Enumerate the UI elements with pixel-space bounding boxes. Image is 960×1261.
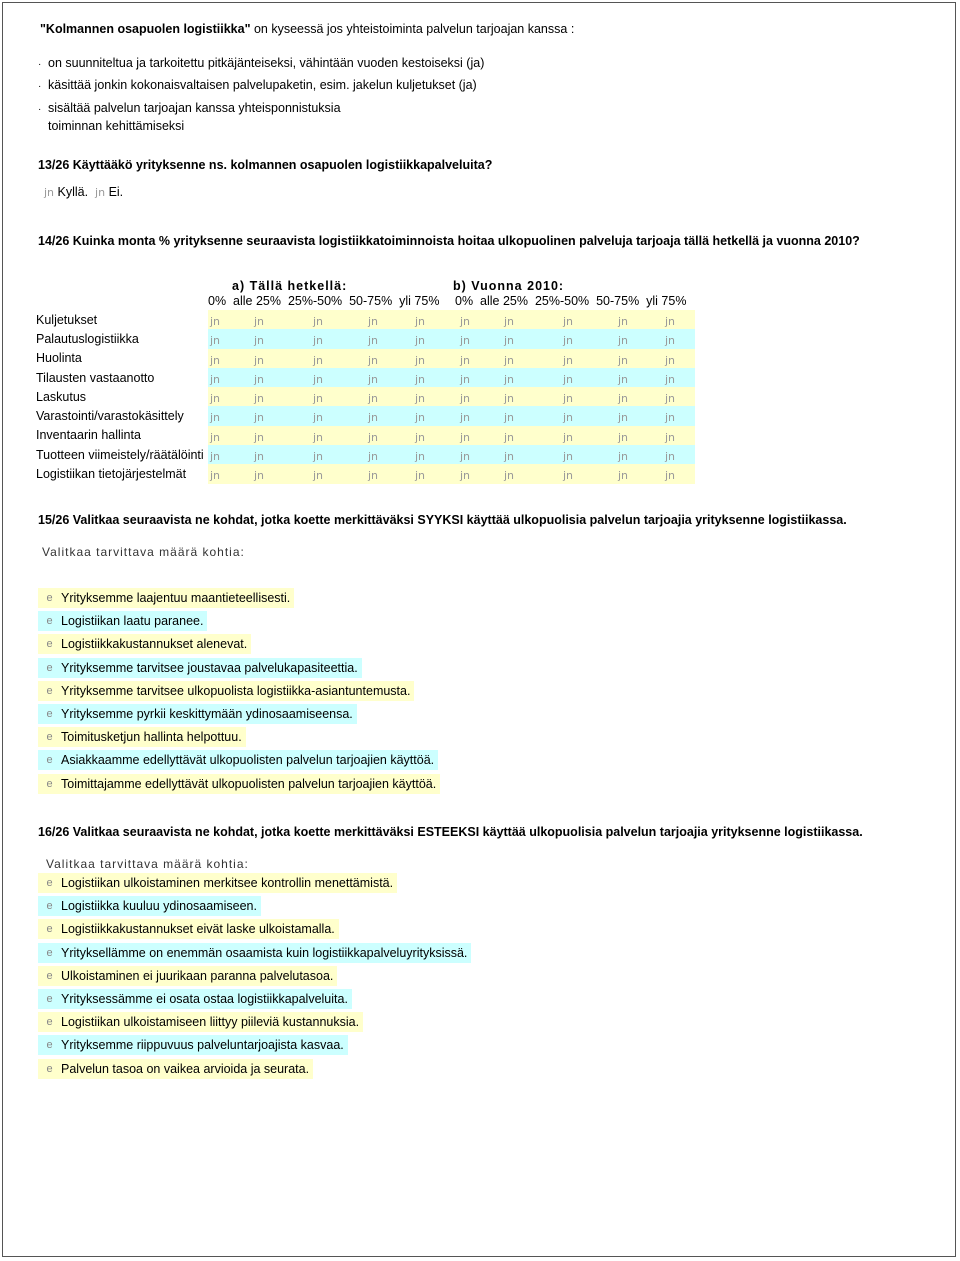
radio-icon[interactable]: jn — [504, 334, 515, 348]
checkbox-icon[interactable]: e — [46, 946, 53, 959]
column-header: 0% — [455, 294, 474, 308]
checklist-item[interactable] — [38, 634, 251, 654]
radio-icon[interactable]: jn — [313, 469, 324, 483]
radio-icon[interactable]: jn — [415, 450, 426, 464]
radio-icon[interactable]: jn — [665, 315, 676, 328]
radio-icon[interactable]: jn — [368, 315, 379, 328]
intro-rest: on kyseessä jos yhteistoiminta palvelun tarjoajan kanssa : — [250, 22, 575, 36]
q16-checklist — [38, 873, 471, 1082]
checkbox-icon[interactable]: e — [46, 615, 53, 628]
checkbox-icon[interactable]: e — [46, 877, 53, 889]
q13-title: 13/26 Käyttääkö yrityksenne ns. kolmannen osapuolen logistiikkapalveluita? — [38, 158, 493, 172]
radio-icon[interactable]: jn — [665, 353, 676, 367]
radio-icon[interactable]: jn — [504, 469, 515, 483]
checklist-item[interactable] — [38, 774, 440, 794]
option-no-label: Ei. — [108, 185, 124, 199]
row-label: Huolinta — [36, 349, 208, 368]
bullet-text: käsittää jonkin kokonaisvaltaisen palvelupaketin, esim. jakelun kuljetukset (ja) — [48, 78, 477, 92]
radio-icon[interactable]: jn — [563, 469, 574, 483]
radio-group — [208, 349, 695, 368]
checkbox-icon[interactable]: e — [46, 1016, 53, 1029]
radio-icon[interactable]: jn — [210, 372, 221, 386]
radio-icon[interactable]: jn — [460, 372, 471, 386]
radio-group — [208, 329, 695, 348]
radio-group — [208, 368, 695, 387]
radio-icon[interactable]: jn — [415, 372, 426, 386]
row-label: Tilausten vastaanotto — [36, 368, 208, 387]
radio-icon[interactable]: jn — [460, 315, 471, 328]
radio-icon[interactable]: jn — [368, 450, 379, 464]
radio-icon[interactable]: jn — [563, 353, 574, 367]
radio-group — [208, 426, 695, 445]
bullet-marker: · — [38, 104, 42, 115]
table-row — [36, 387, 695, 406]
checklist-item-label: Ulkoistaminen ei juurikaan paranna palvelutasoa. — [61, 966, 337, 986]
column-header: alle 25% — [233, 294, 281, 308]
radio-icon[interactable]: jn — [368, 372, 379, 386]
checklist-item[interactable] — [38, 611, 207, 631]
radio-icon[interactable]: jn — [210, 315, 221, 328]
column-header: 25%-50% — [287, 294, 343, 308]
radio-group — [208, 406, 695, 425]
table-row — [36, 426, 695, 445]
checkbox-icon[interactable]: e — [46, 731, 53, 744]
option-yes-label: Kyllä. — [57, 185, 89, 199]
q14-group-b-heading: b) Vuonna 2010: — [453, 279, 565, 293]
radio-icon[interactable]: jn — [665, 334, 676, 348]
radio-icon[interactable]: jn — [563, 411, 574, 425]
radio-icon[interactable]: jn — [95, 186, 106, 199]
checklist-item-label: Yrityksemme pyrkii keskittymään ydinosaamiseensa. — [61, 704, 357, 724]
checklist-item[interactable] — [38, 966, 337, 986]
radio-icon[interactable]: jn — [563, 372, 574, 386]
checklist-item-label: Logistiikan ulkoistaminen merkitsee kontrollin menettämistä. — [61, 873, 397, 893]
table-row — [36, 329, 695, 348]
bullet-item — [38, 101, 341, 115]
radio-icon[interactable]: jn — [665, 430, 676, 444]
checklist-item-label: Toimitusketjun hallinta helpottuu. — [61, 727, 246, 747]
radio-icon[interactable]: jn — [210, 353, 221, 367]
bullet-item — [38, 78, 477, 92]
radio-icon[interactable]: jn — [460, 392, 471, 406]
checkbox-icon[interactable]: e — [46, 900, 53, 913]
radio-icon[interactable]: jn — [313, 334, 324, 348]
radio-icon[interactable]: jn — [460, 430, 471, 444]
q16-title: 16/26 Valitkaa seuraavista ne kohdat, jotka koette merkittäväksi ESTEEKSI käyttää ulkopuolisia palvelun tarjoajia yrityksenne logistiikassa. — [38, 825, 863, 839]
column-header: yli 75% — [399, 294, 440, 308]
checklist-item-label: Logistiikan laatu paranee. — [61, 611, 207, 631]
radio-icon[interactable]: jn — [254, 469, 265, 483]
table-row — [36, 406, 695, 425]
column-header: 0% — [208, 294, 227, 308]
column-header: alle 25% — [480, 294, 528, 308]
radio-icon[interactable]: jn — [415, 430, 426, 444]
intro-text — [40, 22, 574, 36]
checkbox-icon[interactable]: e — [46, 684, 53, 697]
checkbox-icon[interactable]: e — [46, 638, 53, 651]
radio-icon[interactable]: jn — [313, 315, 324, 328]
radio-icon[interactable]: jn — [618, 353, 629, 367]
checklist-item[interactable] — [38, 943, 471, 963]
radio-icon[interactable]: jn — [368, 411, 379, 425]
checklist-item[interactable] — [38, 873, 397, 893]
bullet-text: sisältää palvelun tarjoajan kanssa yhteisponnistuksia — [48, 101, 341, 115]
checklist-item[interactable] — [38, 1035, 348, 1055]
radio-icon[interactable]: jn — [665, 469, 676, 483]
radio-icon[interactable]: jn — [415, 353, 426, 367]
q13-options — [44, 185, 123, 199]
row-label: Kuljetukset — [36, 310, 208, 329]
radio-icon[interactable]: jn — [665, 411, 676, 425]
radio-icon[interactable]: jn — [254, 411, 265, 425]
checklist-item-label: Palvelun tasoa on vaikea arvioida ja seurata. — [61, 1059, 313, 1079]
radio-icon[interactable]: jn — [504, 411, 515, 425]
checklist-item-label: Toimittajamme edellyttävät ulkopuolisten palvelun tarjoajien käyttöä. — [61, 774, 440, 794]
radio-icon[interactable]: jn — [460, 450, 471, 464]
intro-term: "Kolmannen osapuolen logistiikka" — [40, 22, 251, 36]
radio-icon[interactable]: jn — [44, 186, 55, 199]
checklist-item[interactable] — [38, 1012, 363, 1032]
checklist-item-label: Asiakkaamme edellyttävät ulkopuolisten palvelun tarjoajien käyttöä. — [61, 750, 438, 770]
checklist-item[interactable] — [38, 658, 362, 678]
row-label: Inventaarin hallinta — [36, 426, 208, 445]
checklist-item[interactable] — [38, 750, 438, 770]
radio-icon[interactable]: jn — [618, 430, 629, 444]
bullet-item — [38, 119, 184, 133]
radio-icon[interactable]: jn — [415, 411, 426, 425]
radio-icon[interactable]: jn — [254, 450, 265, 464]
checkbox-icon[interactable]: e — [46, 661, 53, 674]
radio-icon[interactable]: jn — [368, 469, 379, 483]
checkbox-icon[interactable]: e — [46, 969, 53, 982]
q14-rating-table — [36, 310, 695, 484]
radio-group — [208, 387, 695, 406]
radio-icon[interactable]: jn — [415, 334, 426, 348]
radio-icon[interactable]: jn — [460, 334, 471, 348]
checklist-item[interactable] — [38, 896, 261, 916]
table-row — [36, 349, 695, 368]
radio-icon[interactable]: jn — [618, 469, 629, 483]
checklist-item[interactable] — [38, 989, 352, 1009]
radio-icon[interactable]: jn — [618, 392, 629, 406]
radio-icon[interactable]: jn — [368, 392, 379, 406]
radio-group — [208, 464, 695, 483]
checklist-item-label: Yrityksemme tarvitsee joustavaa palvelukapasiteettia. — [61, 658, 362, 678]
radio-icon[interactable]: jn — [210, 411, 221, 425]
radio-icon[interactable]: jn — [563, 450, 574, 464]
table-row — [36, 445, 695, 464]
radio-icon[interactable]: jn — [563, 315, 574, 328]
q15-title: 15/26 Valitkaa seuraavista ne kohdat, jotka koette merkittäväksi SYYKSI käyttää ulkopuolisia palvelun tarjoajia yrityksenne logistiikassa. — [38, 513, 847, 527]
radio-icon[interactable]: jn — [254, 315, 265, 328]
radio-icon[interactable]: jn — [618, 334, 629, 348]
radio-icon[interactable]: jn — [504, 430, 515, 444]
radio-group — [208, 310, 695, 329]
row-label: Tuotteen viimeistely/räätälöinti — [36, 445, 208, 464]
checklist-item-label: Yrityksemme tarvitsee ulkopuolista logistiikka-asiantuntemusta. — [61, 681, 414, 701]
radio-icon[interactable]: jn — [504, 450, 515, 464]
bullet-text: toiminnan kehittämiseksi — [48, 119, 185, 133]
checklist-item[interactable] — [38, 588, 294, 608]
table-row — [36, 310, 695, 329]
radio-icon[interactable]: jn — [313, 392, 324, 406]
checkbox-icon[interactable]: e — [46, 1039, 53, 1052]
checkbox-icon[interactable]: e — [46, 1062, 53, 1075]
row-label: Laskutus — [36, 387, 208, 406]
table-row — [36, 368, 695, 387]
checklist-item-label: Yrityksessämme ei osata ostaa logistiikkapalveluita. — [61, 989, 352, 1009]
radio-group — [208, 445, 695, 464]
bullet-marker: · — [38, 59, 42, 70]
checkbox-icon[interactable]: e — [46, 592, 53, 604]
radio-icon[interactable]: jn — [504, 315, 515, 328]
radio-icon[interactable]: jn — [618, 411, 629, 425]
radio-icon[interactable]: jn — [460, 469, 471, 483]
radio-icon[interactable]: jn — [665, 450, 676, 464]
checklist-item-label: Yrityksellämme on enemmän osaamista kuin logistiikkapalveluyrityksissä. — [61, 943, 471, 963]
bullet-text: on suunniteltua ja tarkoitettu pitkäjänteiseksi, vähintään vuoden kestoiseksi (ja) — [48, 56, 485, 70]
radio-icon[interactable]: jn — [618, 315, 629, 328]
radio-icon[interactable]: jn — [618, 372, 629, 386]
column-header: yli 75% — [646, 294, 687, 308]
column-header: 50-75% — [596, 294, 640, 308]
radio-icon[interactable]: jn — [563, 392, 574, 406]
column-header: 25%-50% — [534, 294, 590, 308]
radio-icon[interactable]: jn — [415, 315, 426, 328]
radio-icon[interactable]: jn — [313, 411, 324, 425]
radio-icon[interactable]: jn — [210, 450, 221, 464]
radio-icon[interactable]: jn — [504, 372, 515, 386]
checkbox-icon[interactable]: e — [46, 754, 53, 767]
radio-icon[interactable]: jn — [313, 430, 324, 444]
q14-group-a-heading: a) Tällä hetkellä: — [232, 279, 348, 293]
checklist-item[interactable] — [38, 681, 414, 701]
checklist-item[interactable] — [38, 727, 246, 747]
q15-checklist — [38, 588, 440, 797]
q15-guide: Valitkaa tarvittava määrä kohtia: — [42, 545, 245, 559]
radio-icon[interactable]: jn — [368, 430, 379, 444]
checkbox-icon[interactable]: e — [46, 707, 53, 720]
radio-icon[interactable]: jn — [563, 430, 574, 444]
bullet-marker: · — [38, 81, 42, 92]
checklist-item-label: Yrityksemme laajentuu maantieteellisesti. — [61, 588, 294, 608]
checklist-item[interactable] — [38, 919, 339, 939]
radio-icon[interactable]: jn — [665, 372, 676, 386]
q14-title: 14/26 Kuinka monta % yrityksenne seuraavista logistiikkatoiminnoista hoitaa ulkopuolinen palveluja tarjoaja tällä hetkellä ja vuonna 2010? — [38, 234, 860, 248]
radio-icon[interactable]: jn — [368, 353, 379, 367]
row-label: Varastointi/varastokäsittely — [36, 406, 208, 425]
radio-icon[interactable]: jn — [210, 430, 221, 444]
checklist-item[interactable] — [38, 704, 357, 724]
radio-icon[interactable]: jn — [254, 334, 265, 348]
radio-icon[interactable]: jn — [563, 334, 574, 348]
radio-icon[interactable]: jn — [504, 353, 515, 367]
row-label: Logistiikan tietojärjestelmät — [36, 464, 208, 483]
radio-icon[interactable]: jn — [210, 469, 221, 483]
checkbox-icon[interactable]: e — [46, 923, 53, 936]
bullet-item — [38, 56, 484, 70]
radio-icon[interactable]: jn — [368, 334, 379, 348]
radio-icon[interactable]: jn — [210, 392, 221, 406]
row-label: Palautuslogistiikka — [36, 329, 208, 348]
radio-icon[interactable]: jn — [504, 392, 515, 406]
radio-icon[interactable]: jn — [313, 353, 324, 367]
radio-icon[interactable]: jn — [210, 334, 221, 348]
radio-icon[interactable]: jn — [665, 392, 676, 406]
checklist-item-label: Logistiikkakustannukset alenevat. — [61, 634, 251, 654]
q16-guide: Valitkaa tarvittava määrä kohtia: — [46, 857, 249, 871]
radio-icon[interactable]: jn — [460, 353, 471, 367]
radio-icon[interactable]: jn — [415, 392, 426, 406]
radio-icon[interactable]: jn — [313, 450, 324, 464]
checkbox-icon[interactable]: e — [46, 992, 53, 1005]
checklist-item-label: Logistiikan ulkoistamiseen liittyy piileviä kustannuksia. — [61, 1012, 363, 1032]
checklist-item[interactable] — [38, 1059, 313, 1079]
column-header: 50-75% — [349, 294, 393, 308]
q14-column-headers-b — [455, 294, 686, 308]
table-row — [36, 464, 695, 483]
radio-icon[interactable]: jn — [254, 392, 265, 406]
q14-column-headers-a — [208, 294, 439, 308]
checklist-item-label: Logistiikkakustannukset eivät laske ulkoistamalla. — [61, 919, 339, 939]
radio-icon[interactable]: jn — [460, 411, 471, 425]
checklist-item-label: Yrityksemme riippuvuus palveluntarjoajista kasvaa. — [61, 1035, 348, 1055]
radio-icon[interactable]: jn — [254, 353, 265, 367]
checkbox-icon[interactable]: e — [46, 777, 53, 790]
radio-icon[interactable]: jn — [313, 372, 324, 386]
radio-icon[interactable]: jn — [254, 372, 265, 386]
radio-icon[interactable]: jn — [415, 469, 426, 483]
radio-icon[interactable]: jn — [618, 450, 629, 464]
checklist-item-label: Logistiikka kuuluu ydinosaamiseen. — [61, 896, 261, 916]
radio-icon[interactable]: jn — [254, 430, 265, 444]
